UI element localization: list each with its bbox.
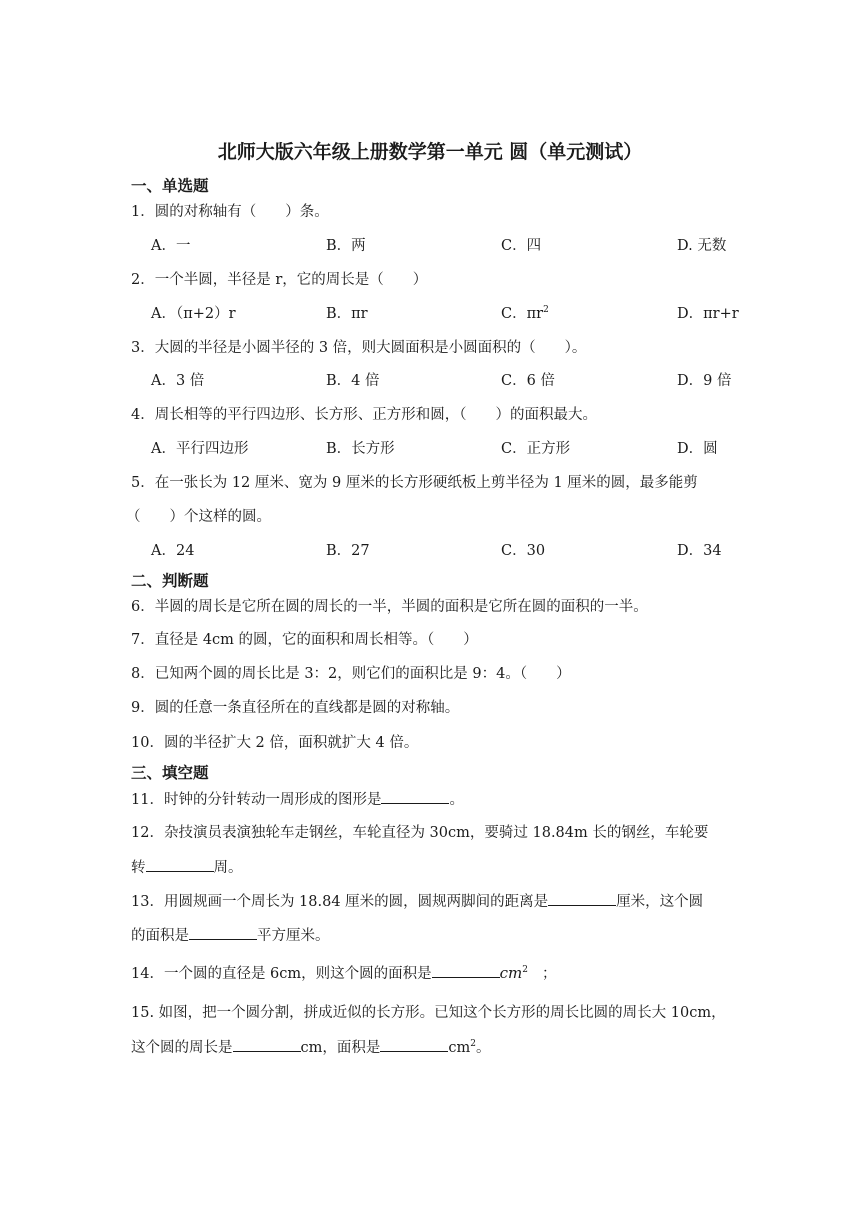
q12-text: 转 xyxy=(131,860,146,876)
page-title: 北师大版六年级上册数学第一单元 圆（单元测试） xyxy=(217,141,643,163)
q5-option-a: A．24 xyxy=(151,543,195,559)
q13-text-2: 的面积是 xyxy=(131,928,189,944)
answer-blank[interactable] xyxy=(189,925,257,940)
q1-option-b: B．两 xyxy=(326,238,366,254)
question-10: 10．圆的半径扩大 2 倍，面积就扩大 4 倍。 xyxy=(131,735,419,751)
q14-unit: cm xyxy=(499,964,523,982)
question-5: 5．在一张长为 12 厘米、宽为 9 厘米的长方形硬纸板上剪半径为 1 厘米的圆，最多能剪 xyxy=(131,475,698,491)
answer-blank[interactable] xyxy=(380,1037,448,1052)
question-2: 2．一个半圆，半径是 r，它的周长是（ ） xyxy=(131,272,428,288)
q5-option-c: C．30 xyxy=(501,543,546,559)
q12-end: 周。 xyxy=(213,860,243,876)
q3-option-d: D．9 倍 xyxy=(677,373,732,389)
q2-option-d: D．πr+r xyxy=(677,306,739,322)
q15-text: 这个圆的周长是 xyxy=(131,1040,233,1056)
q4-option-d: D．圆 xyxy=(677,441,718,457)
question-8: 8．已知两个圆的周长比是 3：2，则它们的面积比是 9：4。（ ） xyxy=(131,666,571,682)
question-13-continued xyxy=(131,925,330,946)
q15-unit-exponent: 2 xyxy=(470,1039,476,1050)
q2-option-a: A．（π+2）r xyxy=(151,306,236,322)
question-9: 9．圆的任意一条直径所在的直线都是圆的对称轴。 xyxy=(131,700,460,716)
q1-option-d: D. 无数 xyxy=(677,238,727,254)
section-heading-fill-in: 三、填空题 xyxy=(131,764,209,782)
question-12: 12．杂技演员表演独轮车走钢丝，车轮直径为 30cm，要骑过 18.84m 长的钢丝，车轮要 xyxy=(131,825,709,841)
question-3: 3．大圆的半径是小圆半径的 3 倍，则大圆面积是小圆面积的（ ）。 xyxy=(131,340,587,356)
q3-option-a: A．3 倍 xyxy=(151,373,205,389)
question-12-continued xyxy=(131,857,243,878)
question-4: 4．周长相等的平行四边形、长方形、正方形和圆，（ ）的面积最大。 xyxy=(131,407,597,423)
q15-text-mid: cm，面积是 xyxy=(300,1040,381,1056)
answer-blank[interactable] xyxy=(432,963,500,978)
q1-option-a: A．一 xyxy=(151,238,191,254)
q15-unit: cm xyxy=(448,1040,471,1056)
q5-option-b: B．27 xyxy=(326,543,370,559)
q14-unit-exponent: 2 xyxy=(522,965,529,976)
answer-blank[interactable] xyxy=(548,891,616,906)
q3-option-b: B．4 倍 xyxy=(326,373,380,389)
q13-end: 平方厘米。 xyxy=(257,928,330,944)
section-heading-single-choice: 一、单选题 xyxy=(131,177,209,195)
question-15-continued xyxy=(131,1037,490,1058)
q11-text: 11．时钟的分针转动一周形成的图形是 xyxy=(131,792,382,808)
q5-option-d: D．34 xyxy=(677,543,722,559)
q4-option-c: C．正方形 xyxy=(501,441,571,457)
answer-blank[interactable] xyxy=(146,857,214,872)
answer-blank[interactable] xyxy=(381,789,449,804)
question-6: 6．半圆的周长是它所在圆的周长的一半，半圆的面积是它所在圆的面积的一半。 xyxy=(131,599,648,615)
q15-end: 。 xyxy=(475,1040,491,1056)
q1-option-c: C．四 xyxy=(501,238,542,254)
q14-text: 14．一个圆的直径是 6cm，则这个圆的面积是 xyxy=(131,966,432,982)
question-1: 1．圆的对称轴有（ ）条。 xyxy=(131,204,329,220)
q11-end: 。 xyxy=(449,792,464,808)
q14-end: ； xyxy=(542,966,557,982)
q3-option-c: C．6 倍 xyxy=(501,373,555,389)
question-7: 7．直径是 4cm 的圆，它的面积和周长相等。（ ） xyxy=(131,632,478,648)
q2-option-c xyxy=(501,304,549,324)
question-13 xyxy=(131,891,731,912)
answer-blank[interactable] xyxy=(233,1037,301,1052)
q4-option-b: B．长方形 xyxy=(326,441,395,457)
question-14 xyxy=(131,963,731,984)
q2-option-c-text: C．πr xyxy=(501,306,544,322)
question-11 xyxy=(131,789,731,810)
question-15: 15. 如图，把一个圆分割，拼成近似的长方形。已知这个长方形的周长比圆的周长大 10cm， xyxy=(131,1005,726,1021)
q2-option-c-exponent: 2 xyxy=(543,305,549,316)
q13-text: 13．用圆规画一个周长为 18.84 厘米的圆，圆规两脚间的距离是 xyxy=(131,894,549,910)
q2-option-b: B．πr xyxy=(326,306,368,322)
q4-option-a: A．平行四边形 xyxy=(151,441,249,457)
question-5-continued: （ ）个这样的圆。 xyxy=(126,509,271,525)
q13-text-cont: 厘米，这个圆 xyxy=(616,894,704,910)
section-heading-true-false: 二、判断题 xyxy=(131,572,209,590)
